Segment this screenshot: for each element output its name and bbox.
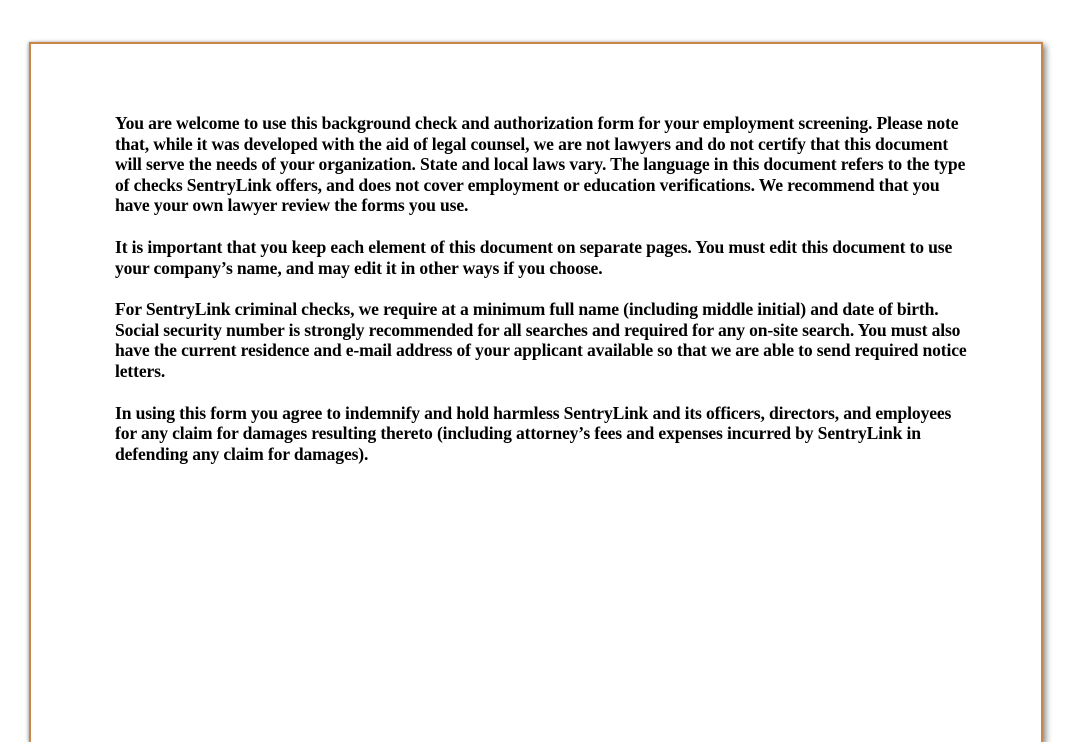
paragraph-indemnify: In using this form you agree to indemnify and hold harmless SentryLink and its officers, directors, and employees for any claim for damages resulting thereto (including attorney’s fees and expenses incurred by SentryLink in defending any claim for damages). [115,402,952,464]
paragraph-separate-pages: It is important that you keep each element of this document on separate pages. You must edit this document to use your company’s name, and may edit it in other ways if you choose. [115,236,953,278]
document-body [115,113,975,485]
paragraph-intro: You are welcome to use this background check and authorization form for your employment screening. Please note that, while it was developed with the aid of legal counsel, we are not lawyers and do not certify that this document will serve the needs of your organization. State and local laws vary. The language in this document refers to the type of checks SentryLink offers, and does not cover employment or education verifications. We recommend that you have your own lawyer review the forms you use. [115,113,966,216]
paragraph-criminal-checks: For SentryLink criminal checks, we require at a minimum full name (including middle initial) and date of birth. Social security number is strongly recommended for all searches and required for any on-site search. You must also have the current residence and e-mail address of your applicant available so that we are able to send required notice letters. [115,299,967,381]
document-page [29,42,1043,742]
